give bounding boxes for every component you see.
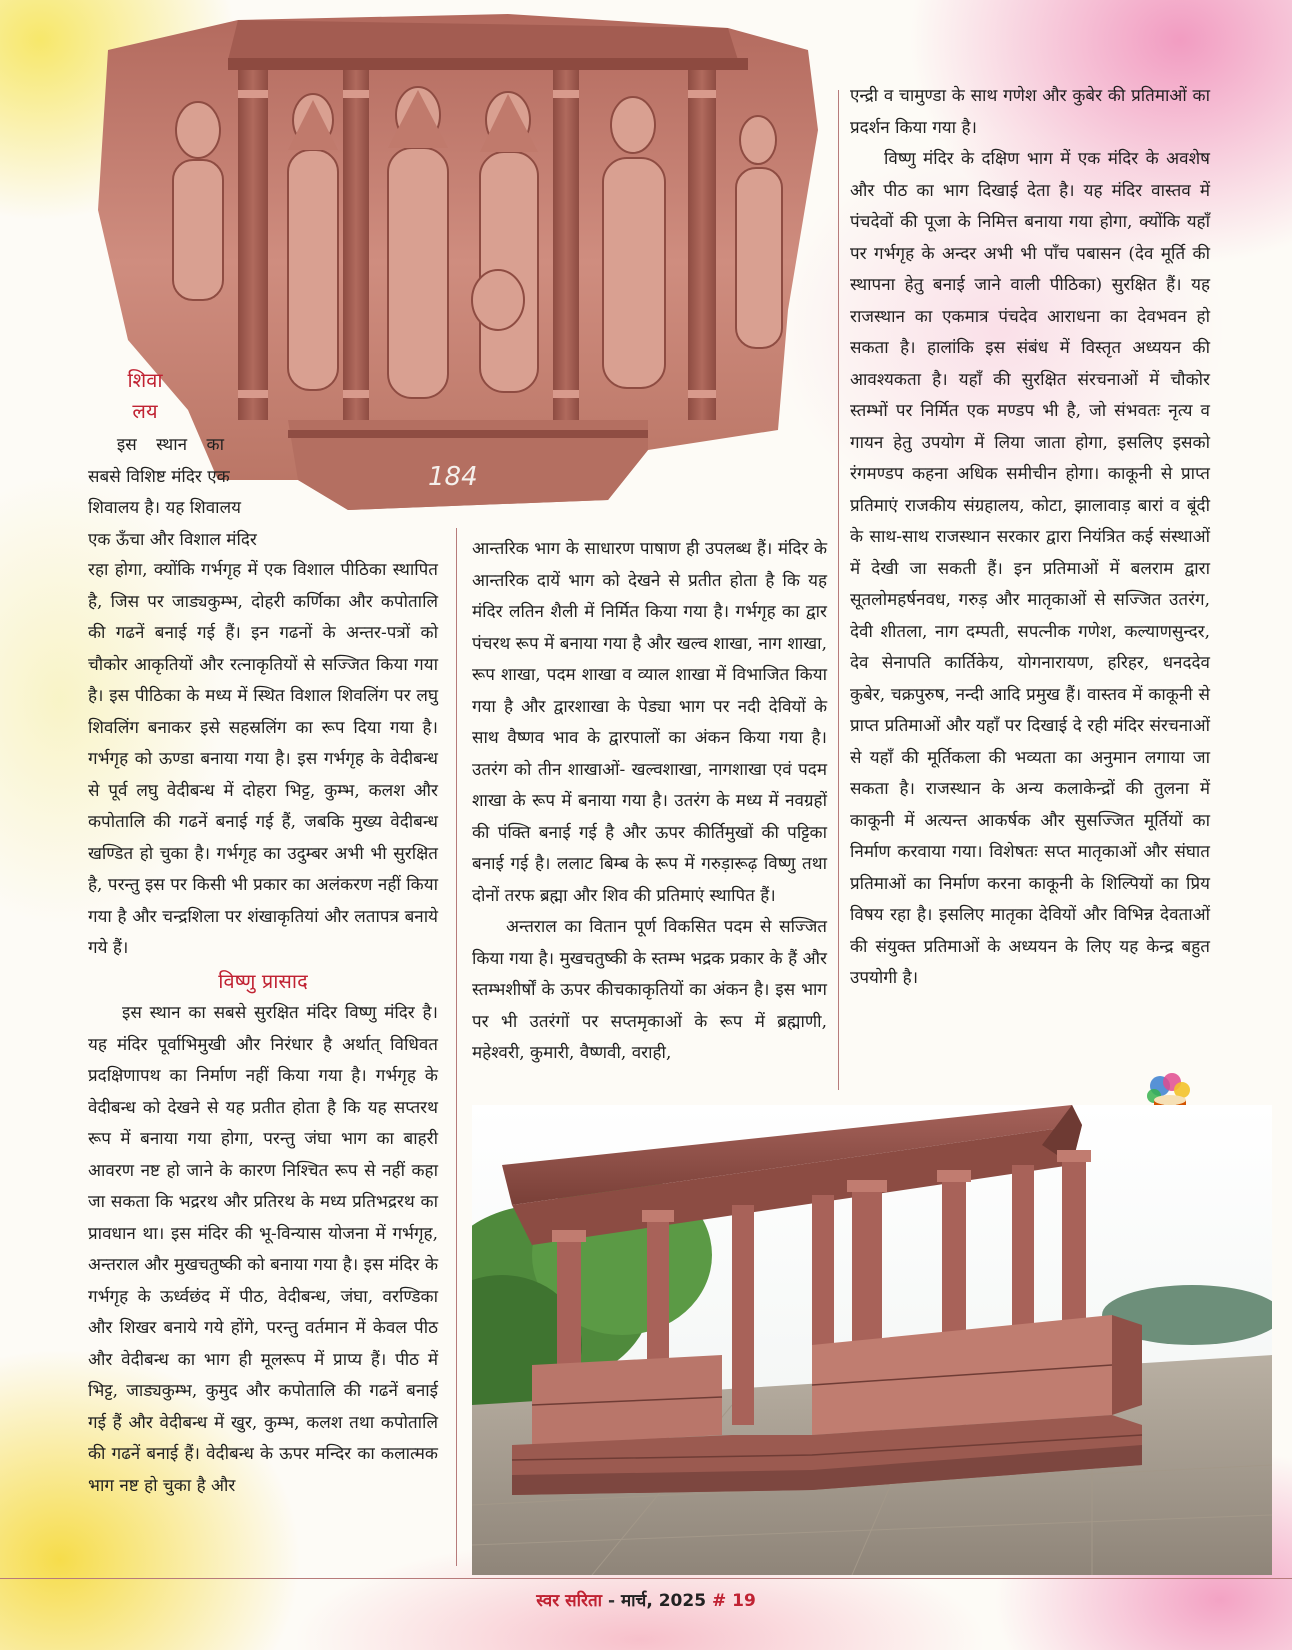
column-divider [838,90,839,1090]
footer-separator: - [602,1591,621,1611]
paragraph-vishnu-temple: इस स्थान का सबसे सुरक्षित मंदिर विष्णु मंदिर है। यह मंदिर पूर्वाभिमुखी और निरंधार है अर्थात् विधिवत प्रदक्षिणापथ का निर्माण नहीं किया गया है। गर्भगृह के वेदीबन्ध को देखने से यह प्रतीत होता है कि यह सप्तरथ रूप में बनाया गया होगा, परन्तु जंघा भाग का बाहरी आवरण नष्ट हो जाने के कारण निश्चित रूप से नहीं कहा जा सकता कि भद्ररथ और प्रतिरथ के मध्य प्रतिभद्ररथ का प्रावधान था। इस मंदिर की भू-विन्यास योजना में गर्भगृह, अन्तराल और मुखचतुष्की को बनाया गया है। इस मंदिर के गर्भगृह के ऊर्ध्वछंद में पीठ, वेदीबन्ध, जंघा, वरण्डिका और शिखर बनाये गये होंगे, परन्तु वर्तमान में केवल पीठ और वेदीबन्ध का भाग ही मूलरूप में प्राप्य हैं। पीठ में भिट्ट, जाड्यकुम्भ, कुमुद और कपोतालि की गढनें बनाई गई हैं और वेदीबन्ध में खुर, कुम्भ, कलश तथा कपोतालि की गढनें बनाई हैं। वेदीबन्ध के ऊपर मन्दिर का कलात्मक भाग नष्ट हो चुका है और [88,1003,438,1496]
footer-rule [0,1578,1292,1579]
section-heading-vishnu-prasad: विष्णु प्रासाद [218,968,308,993]
temple-pavilion-photo [472,1105,1272,1575]
hash-mark: # [706,1591,727,1611]
intro-line: सबसे विशिष्ट मंदिर एक [88,466,230,487]
page-number: 19 [726,1591,756,1611]
issue-date: मार्च, 2025 [620,1591,707,1611]
intro-line: इस स्थान का [116,435,224,455]
text-column-3 [850,81,1210,995]
text-column-1 [88,555,438,1502]
wrapped-intro-text [88,430,288,556]
section-heading-shivalaya [105,365,185,427]
intro-line: एक ऊँचा और विशाल मंदिर [88,529,257,550]
paragraph-antarala: अन्तराल का वितान पूर्ण विकसित पदम से सज्जित किया गया है। मुखचतुष्की के स्तम्भ भद्रक प्रकार के हैं और स्तम्भशीर्षों के ऊपर कीचकाकृतियों का अंकन है। इस भाग पर भी उतरंगों पर सप्तमृकाओं के रूप में ब्रह्माणी, महेश्वरी, कुमारी, वैष्णवी, वराही, [472,917,827,1063]
heading-line-2: लय [132,399,158,423]
text-column-2 [472,534,827,1070]
column-divider [456,528,457,1566]
heading-line-1: शिवा [127,368,163,392]
page-footer [0,1588,1292,1611]
intro-line: शिवालय है। यह शिवालय [88,498,241,518]
paragraph-interior: आन्तरिक भाग के साधारण पाषाण ही उपलब्ध हैं। मंदिर के आन्तरिक दायें भाग को देखने से प्रतीत होता है कि यह मंदिर लतिन शैली में निर्मित किया गया है। गर्भगृह का द्वार पंचरथ रूप में बनाया गया है और खल्व शाखा, नाग शाखा, रूप शाखा, पदम शाखा व व्याल शाखा में विभाजित किया गया है और द्वारशाखा के पेड्या भाग पर नदी देवियों के साथ वैष्णव भाव के द्वारपालों का अंकन किया गया है। उतरंग को तीन शाखाओं- खल्वशाखा, नागशाखा एवं पदम शाखा के रूप में बनाया गया है। उतरंग के मध्य में नवग्रहों की पंक्ति बनाई गई है और ऊपर कीर्तिमुखों की पट्टिका बनाई गई है। ललाट बिम्ब के रूप में गरुड़ारूढ़ विष्णु तथा दोनों तरफ ब्रह्मा और शिव की प्रतिमाएं स्थापित हैं। [472,539,827,906]
paragraph-continuation: एन्द्री व चामुण्डा के साथ गणेश और कुबेर की प्रतिमाओं का प्रदर्शन किया गया है। [850,86,1210,138]
relief-number-label: 184 [428,462,478,492]
paragraph-panchdev-temple: विष्णु मंदिर के दक्षिण भाग में एक मंदिर के अवशेष और पीठ का भाग दिखाई देता है। यह मंदिर वास्तव में पंचदेवों की पूजा के निमित्त बनाया गया होगा, क्योंकि यहाँ पर गर्भगृह के अन्दर अभी भी पाँच पबासन (देव मूर्ति की स्थापना हेतु बनाई जाने वाली पीठिका) सुरक्षित हैं। यह राजस्थान का एकमात्र पंचदेव आराधना का देवभवन हो सकता है। हालांकि इस संबंध में विस्तृत अध्ययन की आवश्यकता है। यहाँ की सुरक्षित संरचनाओं में चौकोर स्तम्भों पर निर्मित एक मण्डप भी है, जो संभवतः नृत्य व गायन हेतु उपयोग में लिया जाता होगा, इसलिए इसको रंगमण्डप कहना अधिक समीचीन होगा। काकूनी से प्राप्त प्रतिमाएं राजकीय संग्रहालय, कोटा, झालावाड़ बारां व बूंदी के साथ-साथ राजस्थान सरकार द्वारा नियंत्रित कई संस्थाओं में देखी जा सकती हैं। इन प्रतिमाओं में बलराम द्वारा सूतलोमहर्षनवध, गरुड़ और मातृकाओं से सज्जित उतरंग, देवी शीतला, नाग दम्पती, सपत्नीक गणेश, कल्याणसुन्दर, देव सेनापति कार्तिकेय, योगनारायण, हरिहर, धनददेव कुबेर, चक्रपुरुष, नन्दी आदि प्रमुख हैं। वास्तव में काकूनी से प्राप्त प्रतिमाओं और यहाँ पर दिखाई दे रही मंदिर संरचनाओं से यहाँ की मूर्तिकला की भव्यता का अनुमान लगाया जा सकता है। राजस्थान के अन्य कलाकेन्द्रों की तुलना में काकूनी में अत्यन्त आकर्षक और सुसज्जित मूर्तियों का निर्माण करवाया गया। विशेषतः सप्त मातृकाओं और संघात प्रतिमाओं का निर्माण करना काकूनी के शिल्पियों का प्रिय विषय रहा है। इसलिए मातृका देवियों और विभिन्न देवताओं की संयुक्त प्रतिमाओं के अध्ययन के लिए यह केन्द्र बहुत उपयोगी है। [850,149,1210,988]
magazine-name: स्वर सरिता [536,1591,603,1611]
paragraph-shivalaya: रहा होगा, क्योंकि गर्भगृह में एक विशाल पीठिका स्थापित है, जिस पर जाड्यकुम्भ, दोहरी कर्णिका और कपोतालि की गढनें बनाई गई हैं। इन गढनों के अन्तर-पत्रों को चौकोर आकृतियों और रत्नाकृतियों से सज्जित किया गया है। इस पीठिका के मध्य में स्थित विशाल शिवलिंग पर लघु शिवलिंग बनाकर इसे सहस्रलिंग का रूप दिया गया है। गर्भगृह को ऊण्डा बनाया गया है। इस गर्भगृह के वेदीबन्ध से पूर्व लघु वेदीबन्ध में दोहरा भिट्ट, कुम्भ, कलश और कपोतालि की गढनें बनाई गई हैं, जबकि मुख्य वेदीबन्ध खण्डित हो चुका है। गर्भगृह का उदुम्बर अभी भी सुरक्षित है, परन्तु इस पर किसी भी प्रकार का अलंकरण नहीं किया गया है और चन्द्रशिला पर शंखाकृतियां और लतापत्र बनाये गये हैं। [88,560,438,958]
